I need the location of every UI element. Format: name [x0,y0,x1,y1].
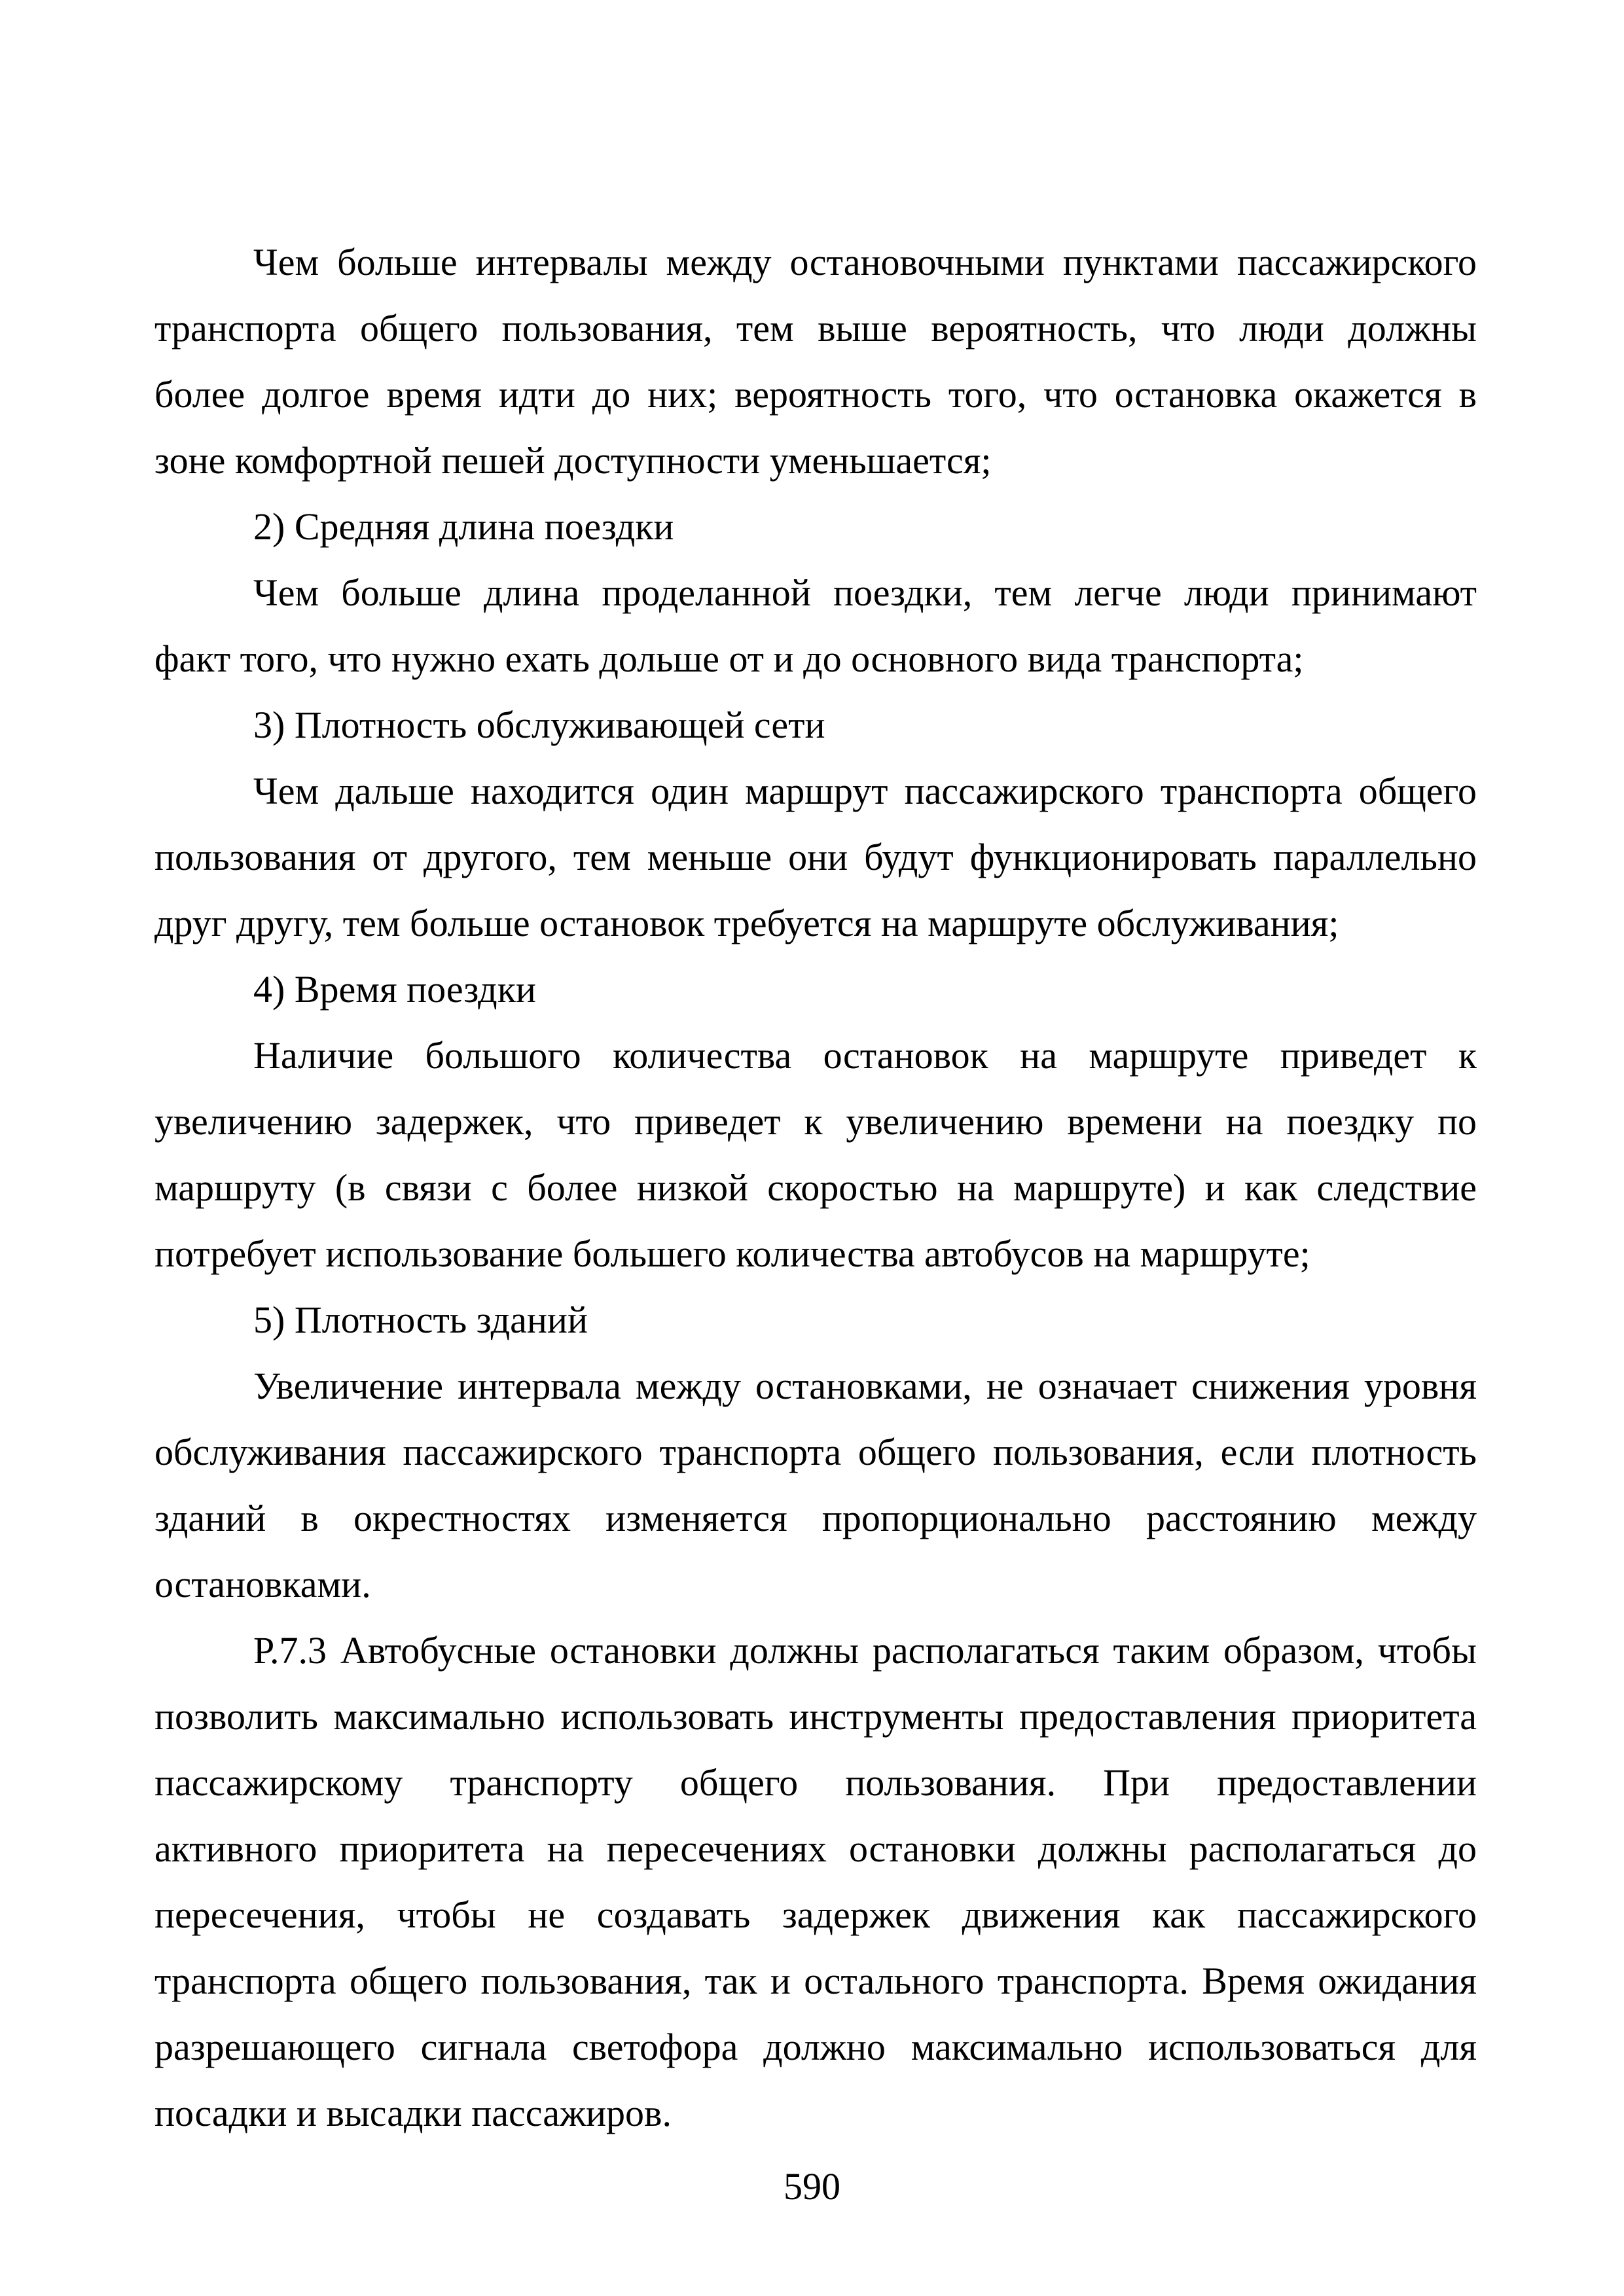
page-body [154,229,1477,2146]
text-line: посадки и высадки пассажиров. [154,2092,672,2134]
text-line: обслуживания пассажирского транспорта общего пользования, если плотность [154,1431,1477,1473]
text-line: Чем больше длина проделанной поездки, тем легче люди принимают [253,571,1477,614]
section-heading [154,692,1477,758]
paragraph [154,1353,1477,1617]
section-heading [154,1287,1477,1353]
text-line: зоне комфортной пешей доступности уменьшается; [154,439,992,482]
section-heading [154,956,1477,1022]
paragraph [154,560,1477,692]
text-line: позволить максимально использовать инструменты предоставления приоритета [154,1695,1477,1738]
text-line: активного приоритета на пересечениях остановки должны располагаться до [154,1827,1477,1870]
text-line: транспорта общего пользования, так и остального транспорта. Время ожидания [154,1960,1477,2002]
text-line: 3) Плотность обслуживающей сети [253,704,825,746]
text-line: Чем больше интервалы между остановочными пунктами пассажирского [253,241,1477,283]
text-line: друг другу, тем больше остановок требуется на маршруте обслуживания; [154,902,1339,944]
text-line: пользования от другого, тем меньше они будут функционировать параллельно [154,836,1477,878]
text-line: остановками. [154,1563,371,1605]
text-line: 4) Время поездки [253,968,536,1011]
text-line: 2) Средняя длина поездки [253,505,674,548]
text-line: 5) Плотность зданий [253,1299,588,1341]
text-line: транспорта общего пользования, тем выше вероятность, что люди должны [154,307,1477,350]
text-line: более долгое время идти до них; вероятность того, что остановка окажется в [154,373,1477,416]
text-line: зданий в окрестностях изменяется пропорционально расстоянию между [154,1497,1477,1539]
text-line: Р.7.3 Автобусные остановки должны располагаться таким образом, чтобы [253,1629,1477,1672]
text-line: маршруту (в связи с более низкой скоростью на маршруте) и как следствие [154,1166,1477,1209]
text-line: Чем дальше находится один маршрут пассажирского транспорта общего [253,770,1477,812]
text-line: Увеличение интервала между остановками, не означает снижения уровня [253,1365,1477,1407]
paragraph [154,758,1477,956]
text-line: Наличие большого количества остановок на маршруте приведет к [253,1034,1477,1077]
text-line: разрешающего сигнала светофора должно максимально использоваться для [154,2026,1477,2068]
section-heading [154,493,1477,560]
page-number: 590 [784,2165,840,2208]
text-line: увеличению задержек, что приведет к увеличению времени на поездку по [154,1100,1477,1143]
paragraph [154,1617,1477,2146]
text-line: факт того, что нужно ехать дольше от и до основного вида транспорта; [154,637,1304,680]
text-line: потребует использование большего количества автобусов на маршруте; [154,1232,1310,1275]
paragraph [154,1022,1477,1287]
text-line: пересечения, чтобы не создавать задержек движения как пассажирского [154,1893,1477,1936]
paragraph [154,229,1477,493]
text-line: пассажирскому транспорту общего пользования. При предоставлении [154,1761,1477,1804]
